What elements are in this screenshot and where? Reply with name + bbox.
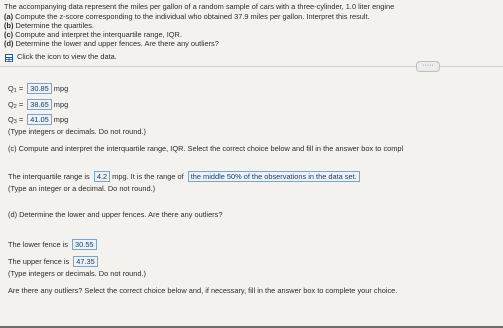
upper-fence-answer-box[interactable]: 47.35 <box>73 256 98 267</box>
iqr-pre: The interquartile range is <box>8 172 90 181</box>
expand-button[interactable]: ····· <box>416 61 440 72</box>
iqr-interpretation-box[interactable]: the middle 50% of the observations in the data set. <box>188 171 360 182</box>
data-table-icon[interactable] <box>5 54 13 62</box>
upper-fence-row <box>8 256 98 267</box>
task-b-letter: (b) <box>4 21 14 30</box>
q2-answer-box[interactable]: 38.65 <box>27 99 52 110</box>
iqr-mid: mpg. It is the range of <box>112 172 184 181</box>
q3-row <box>8 114 68 126</box>
q3-answer-box[interactable]: 41.05 <box>27 114 52 125</box>
part-c-prompt: (c) Compute and interpret the interquartile range, IQR. Select the correct choice below and fill in the answer box to compl <box>8 144 404 153</box>
q2-row <box>8 99 68 111</box>
upper-fence-label: The upper fence is <box>8 257 70 266</box>
q1-label: Q <box>8 84 14 93</box>
q1-eq: = <box>16 84 26 93</box>
q3-unit: mpg <box>51 115 69 124</box>
part-d-prompt: (d) Determine the lower and upper fences. Are there any outliers? <box>8 210 223 219</box>
task-d-text: Determine the lower and upper fences. Are there any outliers? <box>15 39 219 48</box>
q2-unit: mpg <box>51 100 69 109</box>
q3-label: Q <box>8 115 14 124</box>
iqr-answer-box[interactable]: 4.2 <box>94 171 110 182</box>
hint-d: (Type integers or decimals. Do not round.) <box>8 269 147 278</box>
iqr-row <box>8 171 360 182</box>
task-a-text: Compute the z-score corresponding to the individual who obtained 37.9 miles per gallon. Interpret this result. <box>15 12 370 21</box>
q1-row <box>8 83 68 95</box>
task-d-letter: (d) <box>4 39 14 48</box>
task-d <box>4 40 219 49</box>
lower-fence-label: The lower fence is <box>8 240 68 249</box>
q1-sub: 1 <box>13 88 17 94</box>
task-c-letter: (c) <box>4 30 14 39</box>
lower-fence-answer-box[interactable]: 30.55 <box>72 239 97 250</box>
q2-label: Q <box>8 100 14 109</box>
hint-b: (Type integers or decimals. Do not round.) <box>8 127 147 136</box>
q1-answer-box[interactable]: 30.85 <box>27 83 52 94</box>
intro-text: The accompanying data represent the miles per gallon of a random sample of cars with a three-cylinder, 1.0 liter engine <box>4 2 395 11</box>
q1-unit: mpg <box>51 84 69 93</box>
outliers-question: Are there any outliers? Select the correct choice below and, if necessary, fill in the answer box to complete your choice. <box>8 286 398 295</box>
q3-sub: 3 <box>13 119 17 125</box>
lower-fence-row <box>8 239 97 250</box>
task-a-letter: (a) <box>4 12 14 21</box>
q2-eq: = <box>16 100 26 109</box>
view-data-link[interactable]: Click the icon to view the data. <box>17 52 117 61</box>
q3-eq: = <box>16 115 26 124</box>
hint-c: (Type an integer or a decimal. Do not round.) <box>8 184 156 193</box>
task-c-text: Compute and interpret the interquartile range, IQR. <box>15 30 182 39</box>
task-b-text: Determine the quartiles. <box>15 21 94 30</box>
q2-sub: 2 <box>13 104 17 110</box>
